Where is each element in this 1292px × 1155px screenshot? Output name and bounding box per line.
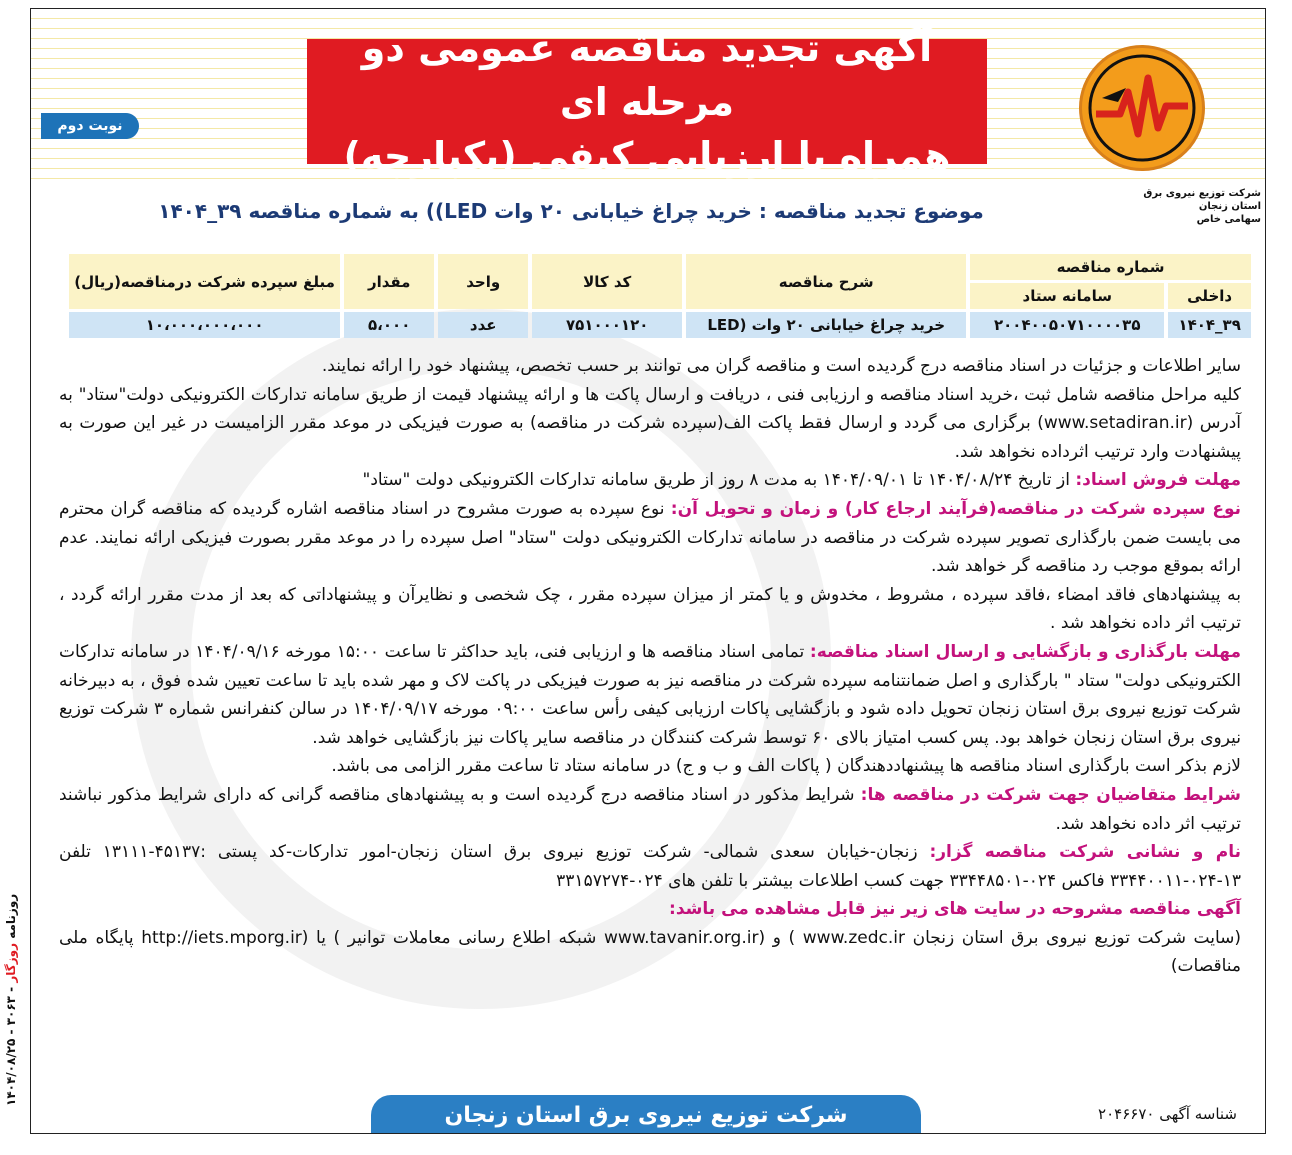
paragraph-info: سایر اطلاعات و جزئیات در اسناد مناقصه درج گردیده است و مناقصه گران می توانند بر حسب تخصص، پیشنهاد خود را ارائه نمایند. [321,356,1241,376]
paragraph-deposit [59,495,1241,581]
stamp-prefix: روزنامه [4,893,18,944]
stamp-newspaper-name: روزگار [4,943,18,983]
cell-description: خرید چراغ خیابانی ۲۰ وات (LED [686,312,966,338]
paragraph-sale [59,466,1241,495]
newspaper-stamp [4,870,26,1130]
deposit-label: نوع سپرده شرکت در مناقصه(فرآیند ارجاع کار) و زمان و تحویل آن: [670,498,1242,519]
th-description: شرح مناقصه [686,254,966,309]
notice-frame [30,8,1266,1134]
deposit-text: نوع سپرده به صورت مشروح در اسناد مناقصه اشاره گردیده که مناقصه گران محترم می بایست ضمن بارگذاری تصویر سپرده شرکت در مناقصه در سامانه تدارکات الکترونیکی دولت "ستاد" اصل سپرده را در موعد مقرر بصورت فیزیکی ارائه نمایند. عدم ارائه بموقع موجب رد مناقصه گر خواهد شد. [59,498,1241,577]
company-name-line-1: شرکت توزیع نیروی برق استان زنجان [1143,188,1261,212]
cell-item-code: ۷۵۱۰۰۰۱۲۰ [532,312,682,338]
th-tender-number: شماره مناقصه [970,254,1251,280]
company-logo-icon [1079,45,1205,171]
th-deposit: مبلغ سپرده شرکت درمناقصه(ریال) [69,254,340,309]
upload-text: تمامی اسناد مناقصه ها و ارزیابی فنی، باید حداکثر تا ساعت ۱۵:۰۰ مورخه ۱۴۰۴/۰۹/۱۶ در سامانه تدارکات الکترونیکی دولت" ستاد " بارگذاری و اصل ضمانتنامه سپرده شرکت در مناقصه نیز به صورت فیزیکی در پاکت لاک و مهر شده باید تا ساعت تعیین شده فوق ، به دبیرخانه شرکت توزیع نیروی برق استان زنجان تحویل داده شود و بازگشایی پاکات ارزیابی کیفی رأس ساعت ۰۹:۰۰ مورخه ۱۴۰۴/۰۹/۱۷ در سالن کنفرانس شماره ۳ شرکت توزیع نیروی برق استان زنجان خواهد بود. پس کسب امتیاز بالای ۶۰ توسط شرکت کنندگان در مناقصه سایر پاکات نیز بازگشایی خواهد شد. [59,641,1242,748]
paragraph-conditions [59,781,1241,838]
company-name-line-2: سهامی خاص [1196,214,1261,225]
th-setad: سامانه ستاد [970,283,1164,309]
paragraph-sites-label [59,895,1241,924]
conditions-label: شرایط متقاضیان جهت شرکت در مناقصه ها: [860,784,1241,805]
title-banner [307,25,987,178]
sale-text: از تاریخ ۱۴۰۴/۰۸/۲۴ تا ۱۴۰۴/۰۹/۰۱ به مدت ۸ روز از طریق سامانه تدارکات الکترونیکی دولت "ستاد" [362,470,1076,491]
address-label: نام و نشانی شرکت مناقصه گزار: [929,842,1241,863]
title-line-2: همراه با ارزیابی کیفی (یکپارچه) [343,133,951,178]
conditions-text: شرایط مذکور در اسناد مناقصه درج گردیده است و به پیشنهادهای مناقصه گرانی که دارای شرایط مذکور نباشند ترتیب اثر داده نخواهد شد. [59,784,1241,834]
th-internal: داخلی [1168,283,1251,309]
paragraph-upload [59,638,1241,752]
paragraph-note: لازم بذکر است بارگذاری اسناد مناقصه ها پیشنهاددهندگان ( پاکات الف و ب و ج) در سامانه ستاد تا ساعت مقرر الزامی می باشد. [331,756,1241,777]
notice-body [59,352,1241,981]
address-text: زنجان-خیابان سعدی شمالی- شرکت توزیع نیروی برق استان زنجان-امور تدارکات-کد پستی :۴۵۱۳۷-۱۳۱۱۱ تلفن ۱۳-۰۲۴-۳۳۴۴۰۰۱۱ فاکس ۰۲۴-۳۳۴۴۸۵۰۱ جهت کسب اطلاعات بیشتر با تلفن های ۰۲۴-۳۳۱۵۷۲۷۴ [59,842,1241,891]
tender-table [65,251,1255,341]
paragraph-reject: به پیشنهادهای فاقد امضاء ،فاقد سپرده ، مشروط ، مخدوش و یا کمتر از میزان سپرده مقرر ، چک شخصی و نظایرآن و پیشنهاداتی که بعد از مدت مقرر ارائه گردد ، ترتیب اثر داده نخواهد شد . [59,584,1241,634]
th-item-code: کد کالا [532,254,682,309]
paragraph-sites: (سایت شرکت توزیع نیروی برق استان زنجان www.zedc.ir ) و (www.tavanir.org.ir شبکه اطلاع رسانی معاملات توانیر ) یا (http://iets.mporg.ir پایگاه ملی مناقصات) [59,927,1242,977]
th-quantity: مقدار [344,254,434,309]
cell-internal: ۳۹_۱۴۰۴ [1168,312,1251,338]
round-badge: نوبت دوم [41,113,139,139]
stamp-issue: - ۳۰۶۳ - ۱۴۰۴/۰۸/۲۵ [4,982,18,1107]
cell-unit: عدد [438,312,528,338]
title-line-1: آگهی تجدید مناقصه عمومی دو مرحله ای [361,25,933,124]
cell-setad: ۲۰۰۴۰۰۵۰۷۱۰۰۰۰۳۵ [970,312,1164,338]
tender-subject: موضوع تجدید مناقصه : خرید چراغ خیابانی ۲۰ وات LED)) به شماره مناقصه ۳۹_۱۴۰۴ [158,199,984,223]
sale-label: مهلت فروش اسناد: [1075,470,1241,491]
paragraph-address [59,838,1241,895]
company-name-small [1131,187,1261,226]
footer-company-bar: شرکت توزیع نیروی برق استان زنجان [371,1095,921,1134]
cell-quantity: ۵،۰۰۰ [344,312,434,338]
cell-deposit: ۱۰،۰۰۰،۰۰۰،۰۰۰ [69,312,340,338]
notice-id: شناسه آگهی ۲۰۴۶۶۷۰ [1098,1105,1237,1123]
sites-label: آگهی مناقصه مشروحه در سایت های زیر نیز قابل مشاهده می باشد: [669,899,1241,920]
upload-label: مهلت بارگذاری و بازگشایی و ارسال اسناد مناقصه: [809,641,1241,662]
table-row [69,312,1251,338]
paragraph-stages: کلیه مراحل مناقصه شامل ثبت ،خرید اسناد مناقصه و ارزیابی فنی ، دریافت و ارسال پاکت ها و ارائه پیشنهاد قیمت از طریق سامانه تدارکات الکترونیکی دولت"ستاد" به آدرس (www.setadiran.ir) برگزاری می گردد و ارسال فقط پاکت الف(سپرده شرکت در مناقصه) به صورت فیزیکی در موعد مقرر الزامیست در غیر این صورت به پیشنهادت وارد ترتیب اثرداده نخواهد شد. [59,384,1241,462]
th-unit: واحد [438,254,528,309]
